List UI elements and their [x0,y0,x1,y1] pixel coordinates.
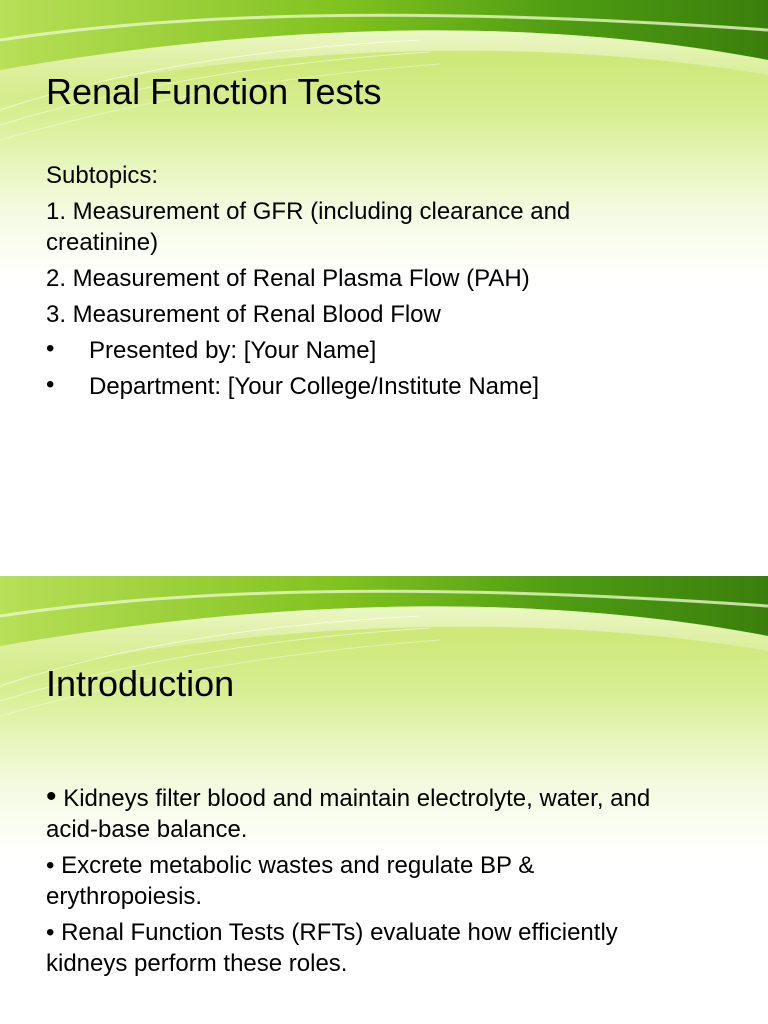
intro-point [46,850,686,912]
bullet-glyph: • [46,919,55,946]
subtopics-heading: Subtopics: [46,162,159,189]
slide-body [46,160,686,407]
slide-title: Renal Function Tests [46,71,382,112]
slide-body [46,781,686,984]
department-bullet: • Department: [Your College/Institute Name] [46,371,686,402]
intro-point-text: Excrete metabolic wastes and regulate BP & erythropoiesis. [46,852,535,910]
subtopic-item: 1. Measurement of GFR (including clearance and creatinine) [46,198,571,256]
intro-point [46,781,686,845]
subtopic-item: 3. Measurement of Renal Blood Flow [46,301,441,328]
bullet-glyph: • [46,852,55,879]
intro-point-text: Kidneys filter blood and maintain electrolyte, water, and acid-base balance. [46,785,651,843]
slide-title: Introduction [46,663,235,704]
bullet-glyph: • [46,780,57,813]
intro-point [46,917,686,979]
subtopic-item: 2. Measurement of Renal Plasma Flow (PAH) [46,265,530,292]
intro-point-text: Renal Function Tests (RFTs) evaluate how efficiently kidneys perform these roles. [46,919,618,977]
presenter-bullet: • Presented by: [Your Name] [46,335,686,366]
slide-2 [0,576,768,1024]
